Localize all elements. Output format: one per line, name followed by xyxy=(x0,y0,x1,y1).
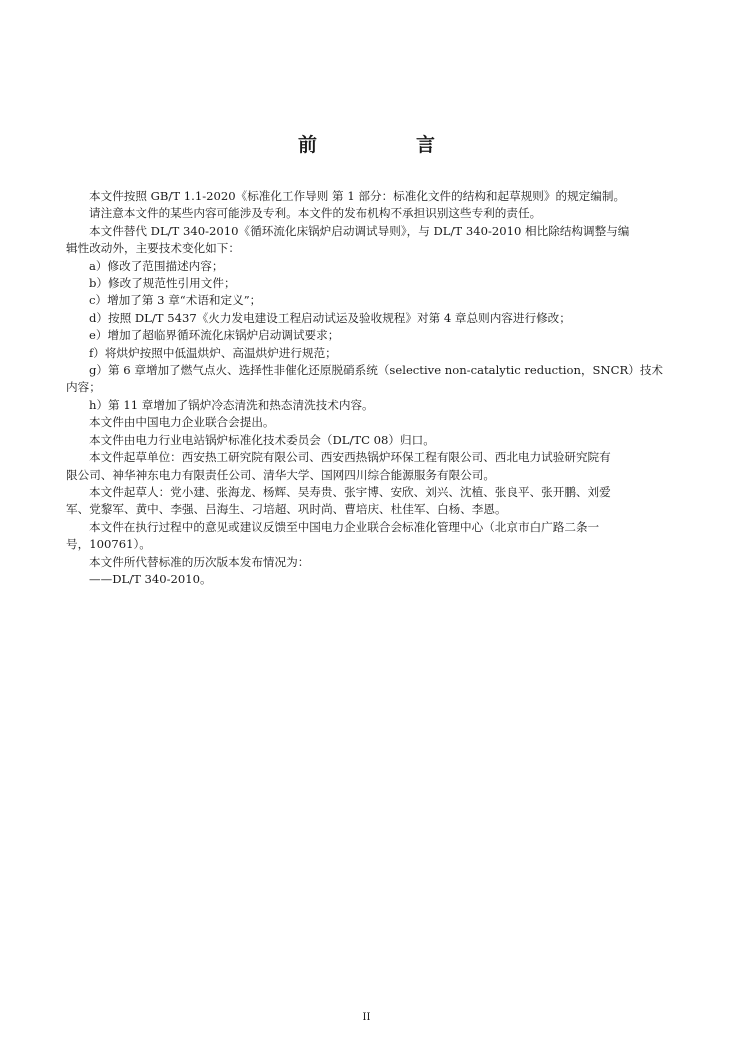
paragraph-drafting-units-line1: 本文件起草单位：西安热工研究院有限公司、西安西热锅炉环保工程有限公司、西北电力试验研究院有 xyxy=(89,450,611,465)
paragraph-drafters-line2: 军、党黎军、黄中、李强、吕海生、刁培超、巩时尚、曹培庆、杜佳军、白杨、李恩。 xyxy=(66,502,507,517)
list-item-b: b）修改了规范性引用文件； xyxy=(89,276,236,291)
list-item-f: f）将烘炉按照中低温烘炉、高温烘炉进行规范； xyxy=(89,345,337,360)
paragraph-feedback-line1: 本文件在执行过程中的意见或建议反馈至中国电力企业联合会标准化管理中心（北京市白广路二条一 xyxy=(89,519,600,534)
list-item-e: e）增加了超临界循环流化床锅炉启动调试要求； xyxy=(89,328,340,343)
list-item-g-line2: 内容； xyxy=(66,380,101,395)
list-item-g-line1: g）第 6 章增加了燃气点火、选择性非催化还原脱硝系统（selective non-catalytic reduction，SNCR）技术 xyxy=(89,363,664,378)
paragraph-feedback-line2: 号，100761）。 xyxy=(66,537,151,552)
paragraph-history: 本文件所代替标准的历次版本发布情况为： xyxy=(89,554,310,569)
page-title: 前 言 xyxy=(297,134,475,156)
paragraph-drafting-units-line2: 限公司、神华神东电力有限责任公司、清华大学、国网四川综合能源服务有限公司。 xyxy=(66,467,495,482)
paragraph-history-item: ——DL/T 340-2010。 xyxy=(89,571,212,586)
foreword-body xyxy=(66,188,669,588)
paragraph-replacement-line2: 辑性改动外，主要技术变化如下： xyxy=(66,241,240,256)
paragraph-committee: 本文件由电力行业电站锅炉标准化技术委员会（DL/TC 08）归口。 xyxy=(89,432,435,447)
page-number: II xyxy=(362,1012,371,1023)
paragraph-drafting-rules: 本文件按照 GB/T 1.1-2020《标准化工作导则 第 1 部分：标准化文件的结构和起草规则》的规定编制。 xyxy=(89,189,626,203)
paragraph-replacement-line1: 本文件替代 DL/T 340-2010《循环流化床锅炉启动调试导则》，与 DL/T 340-2010 相比除结构调整与编 xyxy=(89,223,630,238)
list-item-a: a）修改了范围描述内容； xyxy=(89,258,224,273)
paragraph-drafters-line1: 本文件起草人：党小建、张海龙、杨辉、吴寿贵、张宇博、安欣、刘兴、沈植、张良平、张开鹏、刘爱 xyxy=(89,484,611,499)
list-item-d: d）按照 DL/T 5437《火力发电建设工程启动试运及验收规程》对第 4 章总则内容进行修改； xyxy=(89,310,571,325)
paragraph-patent-notice: 请注意本文件的某些内容可能涉及专利。本文件的发布机构不承担识别这些专利的责任。 xyxy=(89,206,542,221)
paragraph-proposer: 本文件由中国电力企业联合会提出。 xyxy=(89,415,275,430)
list-item-c: c）增加了第 3 章“术语和定义”； xyxy=(89,293,262,308)
list-item-h: h）第 11 章增加了锅炉冷态清洗和热态清洗技术内容。 xyxy=(89,397,374,412)
